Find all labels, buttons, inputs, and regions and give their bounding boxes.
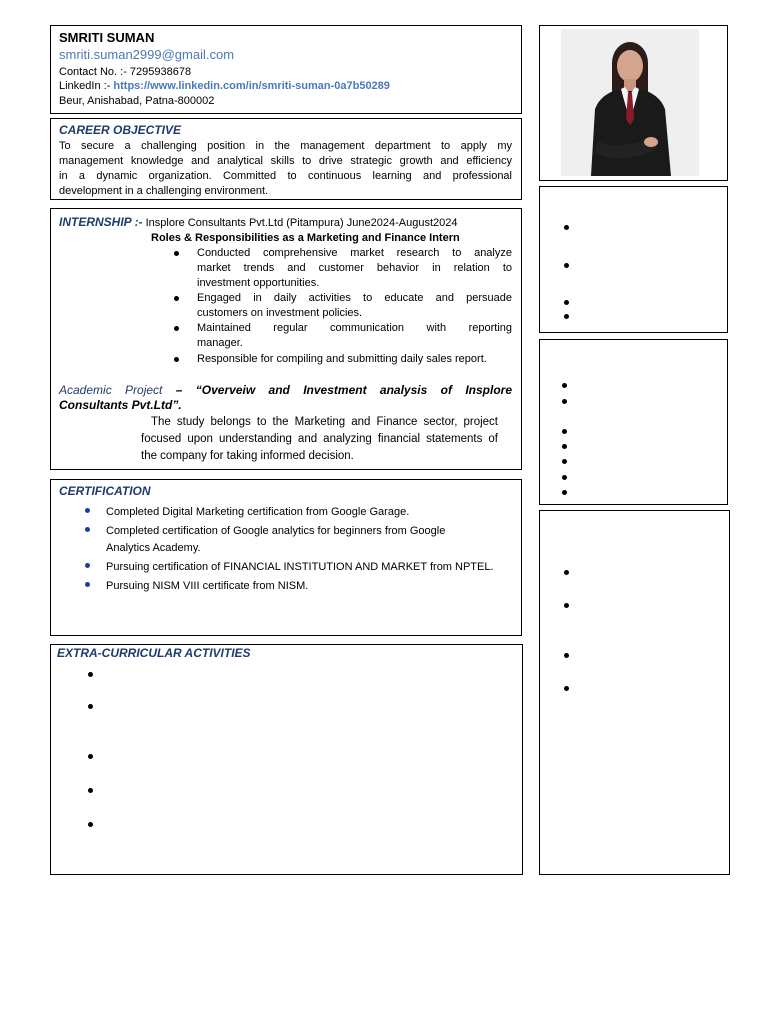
- academic-dash: –: [162, 383, 196, 397]
- bullet-icon: [88, 754, 93, 759]
- contact-number: Contact No. :- 7295938678: [59, 66, 192, 78]
- linkedin-link[interactable]: https://www.linkedin.com/in/smriti-suman-0a7b50289: [113, 80, 390, 92]
- internship-heading: INTERNSHIP :-: [59, 215, 143, 229]
- bullet-icon: [564, 263, 569, 268]
- certification-item: Analytics Academy.: [106, 542, 201, 554]
- academic-desc-line: focused upon understanding and analyzing financial statements of: [141, 433, 498, 445]
- internship-bullet-line: Conducted comprehensive market research to analyze: [197, 247, 512, 259]
- certification-item: Completed Digital Marketing certification from Google Garage.: [106, 506, 410, 518]
- internship-bullet-line: Engaged in daily activities to educate and persuade: [197, 292, 512, 304]
- bullet-icon: [85, 508, 90, 513]
- certification-item: Pursuing NISM VIII certificate from NISM.: [106, 580, 309, 592]
- linkedin-row: [59, 79, 390, 93]
- bullet-icon: [564, 603, 569, 608]
- bullet-icon: [564, 653, 569, 658]
- bullet-icon: [88, 704, 93, 709]
- side-box-1: [539, 186, 728, 333]
- email-link[interactable]: smriti.suman2999@gmail.com: [59, 47, 235, 62]
- internship-bullet-line: customers on investment policies.: [197, 307, 363, 319]
- extracurricular-box: [50, 644, 523, 875]
- academic-heading: Academic Project: [59, 383, 163, 397]
- candidate-name: SMRITI SUMAN: [59, 30, 155, 45]
- side-box-3: [539, 510, 730, 875]
- career-line: in a dynamic organization. Committed to continuous learning and professional: [59, 170, 512, 182]
- person-icon: [561, 29, 699, 176]
- extracurricular-heading: EXTRA-CURRICULAR ACTIVITIES: [57, 646, 251, 660]
- career-objective-heading: CAREER OBJECTIVE: [59, 123, 182, 137]
- bullet-icon: [562, 383, 567, 388]
- career-line: development in a challenging environment.: [59, 185, 269, 197]
- bullet-icon: [88, 822, 93, 827]
- bullet-icon: [174, 326, 179, 331]
- academic-desc-line: The study belongs to the Marketing and Finance sector, project: [151, 416, 498, 428]
- profile-photo: [561, 29, 699, 176]
- academic-title-line1: “Overveiw and Investment analysis of Insplore: [195, 383, 513, 397]
- internship-bullet-line: market trends and customer behavior in relation to: [197, 262, 512, 274]
- bullet-icon: [562, 459, 567, 464]
- certification-box: [50, 479, 522, 636]
- bullet-icon: [564, 225, 569, 230]
- address: Beur, Anishabad, Patna-800002: [59, 95, 215, 107]
- bullet-icon: [85, 527, 90, 532]
- bullet-icon: [85, 563, 90, 568]
- bullet-icon: [564, 314, 569, 319]
- bullet-icon: [174, 296, 179, 301]
- internship-bullet-line: investment opportunities.: [197, 277, 320, 289]
- roles-title: Roles & Responsibilities as a Marketing and Finance Intern: [151, 232, 460, 244]
- internship-detail: Insplore Consultants Pvt.Ltd (Pitampura) June2024-August2024: [142, 217, 458, 229]
- academic-project-title: [59, 382, 512, 398]
- academic-desc-line: the company for taking informed decision.: [141, 450, 354, 462]
- bullet-icon: [88, 788, 93, 793]
- bullet-icon: [564, 300, 569, 305]
- internship-row: [59, 215, 457, 230]
- bullet-icon: [562, 475, 567, 480]
- bullet-icon: [174, 251, 179, 256]
- career-line: To secure a challenging position in the management department to apply my: [59, 140, 512, 152]
- career-line: management knowledge and analytical skills to drive strategic growth and efficiency: [59, 155, 512, 167]
- internship-bullet-line: Responsible for compiling and submitting daily sales report.: [197, 353, 487, 365]
- bullet-icon: [85, 582, 90, 587]
- bullet-icon: [562, 399, 567, 404]
- bullet-icon: [564, 686, 569, 691]
- certification-heading: CERTIFICATION: [59, 484, 151, 498]
- bullet-icon: [562, 490, 567, 495]
- certification-item: Pursuing certification of FINANCIAL INSTITUTION AND MARKET from NPTEL.: [106, 561, 494, 573]
- certification-item: Completed certification of Google analytics for beginners from Google: [106, 525, 446, 537]
- internship-bullet-line: Maintained regular communication with reporting: [197, 322, 512, 334]
- side-box-2: [539, 339, 728, 505]
- internship-bullet-line: manager.: [197, 337, 243, 349]
- linkedin-label: LinkedIn :-: [59, 80, 114, 92]
- bullet-icon: [174, 357, 179, 362]
- bullet-icon: [88, 672, 93, 677]
- academic-title-line2: Consultants Pvt.Ltd”.: [59, 398, 182, 412]
- bullet-icon: [562, 429, 567, 434]
- bullet-icon: [564, 570, 569, 575]
- bullet-icon: [562, 444, 567, 449]
